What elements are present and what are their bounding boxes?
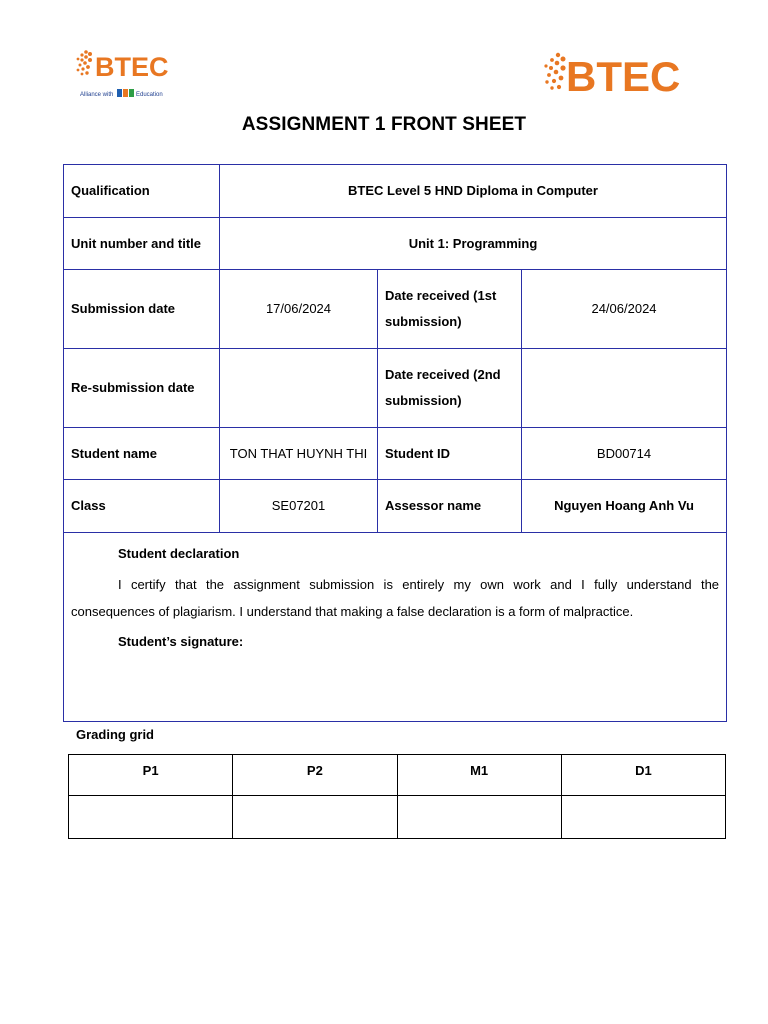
declaration-text: I certify that the assignment submission is entirely my own work and I fully understand the consequences of plagiarism. I understand that making a false declaration is a form of malpractice. [71,577,720,619]
grading-grid-title: Grading grid [76,727,154,742]
date-received-2-value [522,349,727,428]
date-received-2-label: Date received (2nd submission) [378,349,522,428]
resubmission-date-value [220,349,378,428]
date-received-1-label: Date received (1st submission) [378,270,522,349]
submission-date-label: Submission date [64,270,220,349]
front-sheet-table [63,164,727,722]
grade-header-p2: P2 [233,755,397,796]
student-id-value: BD00714 [522,428,727,480]
grade-header-d1: D1 [561,755,725,796]
submission-date-value: 17/06/2024 [220,270,378,349]
assessor-label: Assessor name [378,480,522,533]
student-name-value: TON THAT HUYNH THI [220,428,378,480]
resubmission-date-label: Re-submission date [64,349,220,428]
class-label: Class [64,480,220,533]
class-value: SE07201 [220,480,378,533]
qualification-value: BTEC Level 5 HND Diploma in Computer [220,165,727,218]
grade-cell-d1 [561,796,725,839]
assessor-value: Nguyen Hoang Anh Vu [522,480,727,533]
btec-logo [542,46,702,100]
unit-value: Unit 1: Programming [220,218,727,270]
date-received-1-value: 24/06/2024 [522,270,727,349]
unit-label: Unit number and title [64,218,220,270]
grading-grid [68,754,726,839]
qualification-label: Qualification [64,165,220,218]
svg-text:Alliance with: Alliance with [80,92,114,98]
svg-text:Education: Education [136,92,163,98]
declaration-heading: Student declaration [118,546,240,561]
grade-cell-p1 [69,796,233,839]
grade-header-m1: M1 [397,755,561,796]
grade-header-p1: P1 [69,755,233,796]
student-id-label: Student ID [378,428,522,480]
page-title: ASSIGNMENT 1 FRONT SHEET [241,114,527,135]
declaration-cell [64,533,727,722]
grade-cell-m1 [397,796,561,839]
logo-right-word: BTEC [566,53,681,100]
btec-fpt-logo [72,44,184,102]
student-name-label: Student name [64,428,220,480]
grade-cell-p2 [233,796,397,839]
signature-label: Student’s signature: [118,634,244,649]
logo-left-word: BTEC [95,52,169,82]
